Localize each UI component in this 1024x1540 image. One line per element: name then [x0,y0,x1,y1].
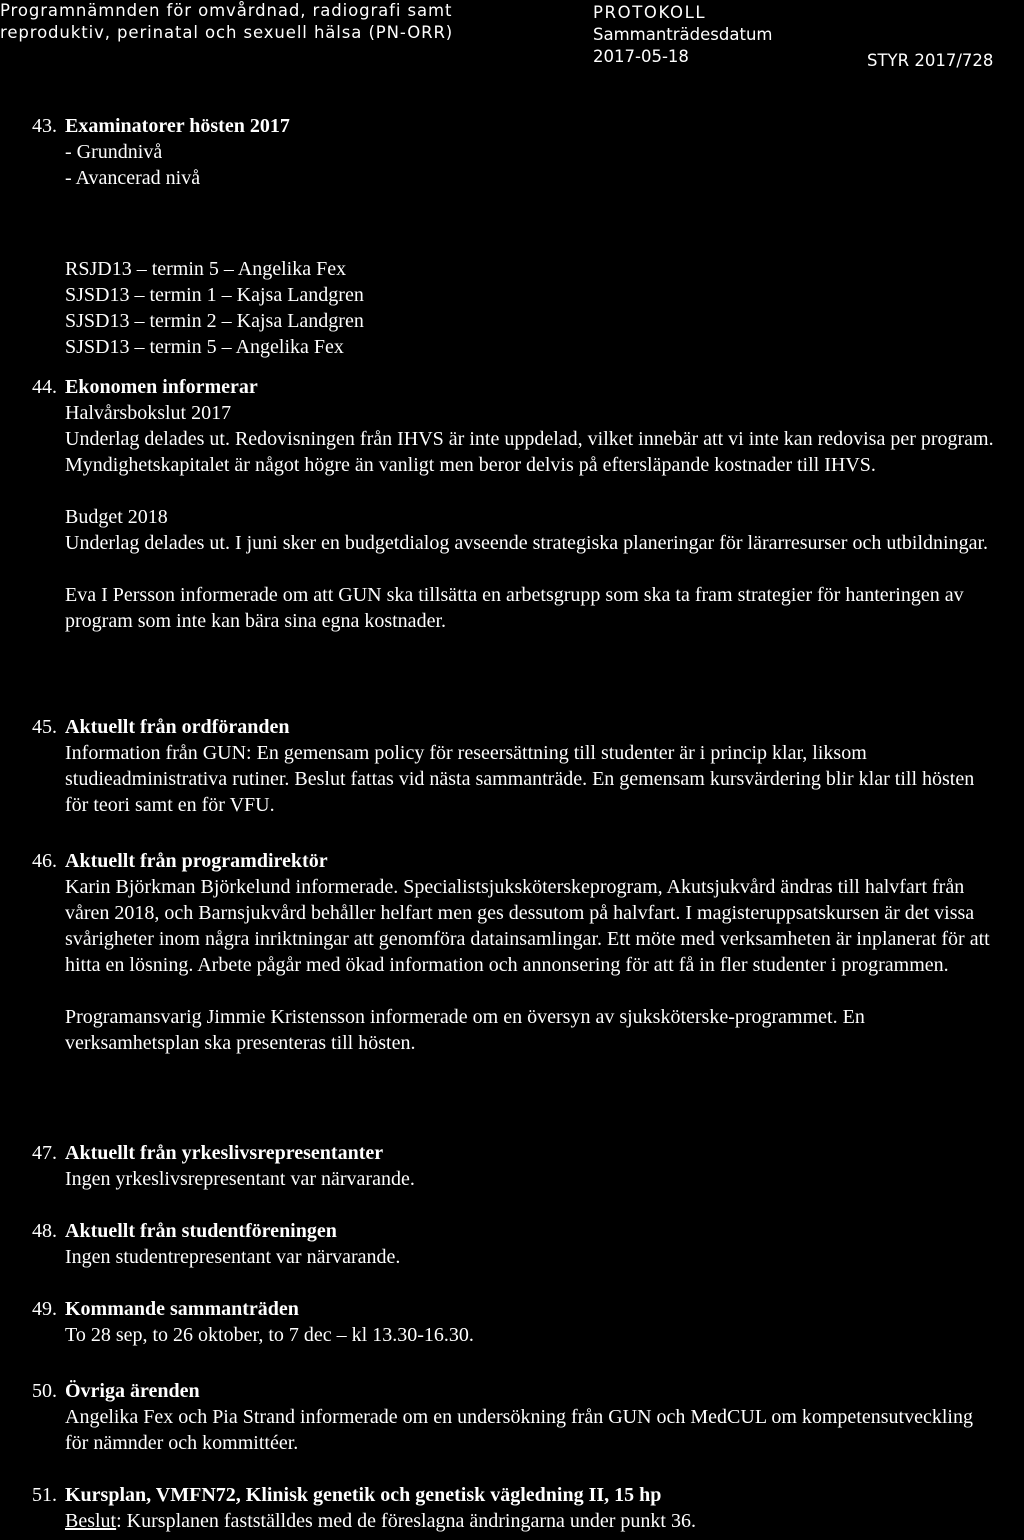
decision-text: : Kursplanen fastställdes med de föreslagna ändringarna under punkt 36. [116,1510,696,1532]
paragraph: Ingen yrkeslivsrepresentant var närvarande. [65,1168,415,1190]
item-number: 51. [32,1484,57,1506]
item-heading: Övriga ärenden [65,1380,200,1402]
item-heading: Aktuellt från programdirektör [65,850,328,872]
subline: - Grundnivå [65,141,163,163]
item-heading: Kursplan, VMFN72, Klinisk genetik och genetisk vägledning II, 15 hp [65,1484,662,1506]
org-line-2: reproduktiv, perinatal och sexuell hälsa (PN-ORR) [0,23,454,42]
examiner-entry: RSJD13 – termin 5 – Angelika Fex [65,258,347,280]
subsection-title: Budget 2018 [65,506,168,528]
item-heading: Kommande sammanträden [65,1298,299,1320]
item-number: 46. [32,850,57,872]
item-heading: Ekonomen informerar [65,376,258,398]
item-heading: Examinatorer hösten 2017 [65,115,290,137]
decision-label: Beslut [65,1510,117,1532]
paragraph: To 28 sep, to 26 oktober, to 7 dec – kl 13.30-16.30. [65,1324,474,1346]
subline: - Avancerad nivå [65,167,201,189]
item-heading: Aktuellt från studentföreningen [65,1220,337,1242]
doc-type: PROTOKOLL [593,3,707,22]
paragraph: Underlag delades ut. Redovisningen från IHVS är inte uppdelad, vilket innebär att vi inte kan redovisa per program. Myndighetskapitalet är något högre än vanligt men beror delvis på eftersläpande kostnader till IHVS. [65,428,994,476]
meeting-date: 2017-05-18 [593,47,689,66]
item-number: 50. [32,1380,57,1402]
paragraph: Information från GUN: En gemensam policy för reseersättning till studenter är i princip klar, liksom studieadministrativa rutiner. Beslut fattas vid nästa sammanträde. En gemensam kursvärdering blir klar till hösten för teori samt en för VFU. [65,742,975,816]
item-number: 43. [32,115,57,137]
item-number: 49. [32,1298,57,1320]
examiner-entry: SJSD13 – termin 1 – Kajsa Landgren [65,284,364,306]
item-heading: Aktuellt från yrkeslivsrepresentanter [65,1142,384,1164]
org-line-1: Programnämnden för omvårdnad, radiografi samt [0,1,453,20]
paragraph: Underlag delades ut. I juni sker en budgetdialog avseende strategiska planeringar för lärarresurser och utbildningar. [65,532,989,554]
item-number: 47. [32,1142,57,1164]
document-header [593,2,772,68]
item-heading: Aktuellt från ordföranden [65,716,290,738]
examiner-entry: SJSD13 – termin 5 – Angelika Fex [65,336,344,358]
reference-number: STYR 2017/728 [867,51,994,70]
item-number: 48. [32,1220,57,1242]
decision-paragraph [65,1508,1000,1534]
paragraph: Karin Björkman Björkelund informerade. Specialistsjuksköterskeprogram, Akutsjukvård ändras till halvfart från våren 2018, och Barnsjukvård behåller helfart men ges dessutom på halvfart. I magisteruppsatskursen är det vissa svårigheter inom några inriktningar att genomföra datainsamlingar. Ett möte med verksamheten är inplanerat för att hitta en lösning. Arbete pågår med ökad information och annonsering för att få in fler studenter i programmen. [65,876,990,976]
paragraph: Eva I Persson informerade om att GUN ska tillsätta en arbetsgrupp som ska ta fram strategier för hanteringen av program som inte kan bära sina egna kostnader. [65,584,964,632]
subsection-title: Halvårsbokslut 2017 [65,402,232,424]
paragraph: Programansvarig Jimmie Kristensson informerade om en översyn av sjuksköterske-programmet. En verksamhetsplan ska presenteras till hösten. [65,1006,865,1054]
organization-header [0,0,453,44]
item-number: 44. [32,376,57,398]
examiner-entry: SJSD13 – termin 2 – Kajsa Landgren [65,310,364,332]
date-label: Sammanträdesdatum [593,25,773,44]
paragraph: Ingen studentrepresentant var närvarande. [65,1246,401,1268]
paragraph: Angelika Fex och Pia Strand informerade om en undersökning från GUN och MedCUL om kompetensutveckling för nämnder och kommittéer. [65,1406,973,1454]
item-number: 45. [32,716,57,738]
